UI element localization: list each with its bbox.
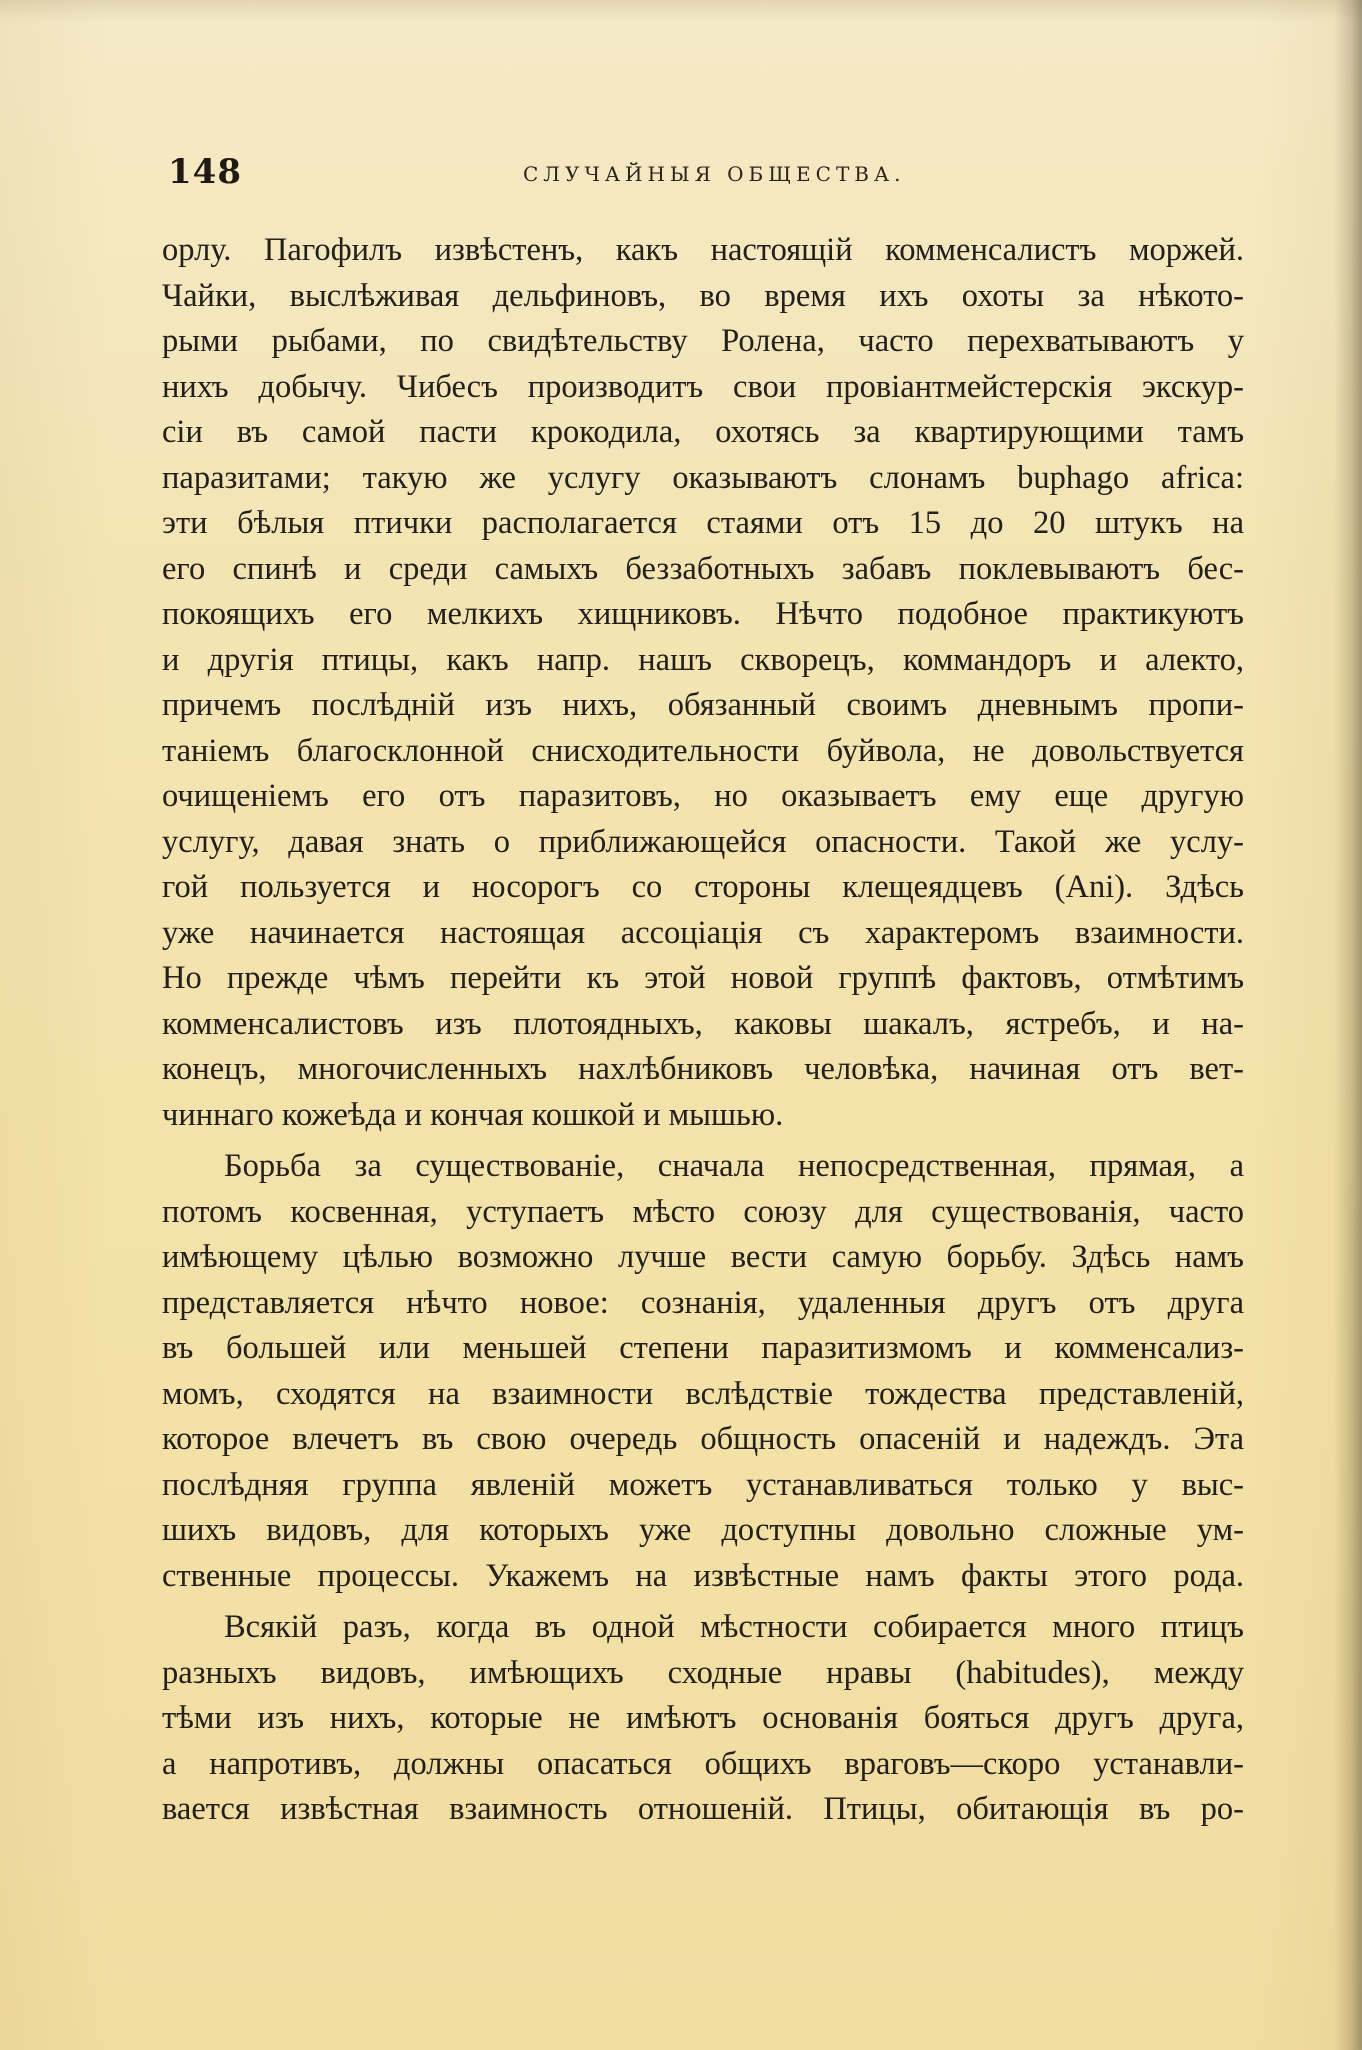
text-line: орлу. Пагофилъ извѣстенъ, какъ настоящій комменсалистъ моржей. bbox=[162, 232, 1244, 268]
text-line: вается извѣстная взаимность отношеній. Птицы, обитающія въ ро- bbox=[162, 1791, 1244, 1827]
text-line: его спинѣ и среди самыхъ беззаботныхъ забавъ поклевываютъ бес- bbox=[162, 550, 1244, 587]
text-line: шихъ видовъ, для которыхъ уже доступны довольно сложные ум- bbox=[162, 1512, 1244, 1548]
text-line: въ большей или меньшей степени паразитизмомъ и комменсализ- bbox=[162, 1330, 1244, 1366]
text-line: Чайки, выслѣживая дельфиновъ, во время ихъ охоты за нѣкото- bbox=[162, 277, 1244, 314]
text-line: послѣдняя группа явленій можетъ устанавливаться только у выс- bbox=[162, 1466, 1244, 1503]
text-line: имѣющему цѣлью возможно лучше вести самую борьбу. Здѣсь намъ bbox=[162, 1239, 1244, 1275]
text-line: Борьба за существованіе, сначала непосредственная, прямая, а bbox=[224, 1148, 1244, 1184]
text-line: представляется нѣчто новое: сознанія, удаленныя другъ отъ друга bbox=[162, 1284, 1244, 1321]
text-line: разныхъ видовъ, имѣющихъ сходные нравы (habitudes), между bbox=[162, 1654, 1244, 1691]
text-line: которое влечетъ въ свою очередь общность опасеній и надеждъ. Эта bbox=[162, 1421, 1244, 1457]
text-line: рыми рыбами, по свидѣтельству Ролена, часто перехватываютъ у bbox=[162, 323, 1244, 359]
text-line: таніемъ благосклонной снисходительности буйвола, не довольствуется bbox=[162, 732, 1244, 769]
text-line: Всякій разъ, когда въ одной мѣстности собирается много птицъ bbox=[224, 1609, 1244, 1645]
text-line: очищеніемъ его отъ паразитовъ, но оказываетъ ему еще другую bbox=[162, 778, 1244, 814]
text-line: гой пользуется и носорогъ со стороны клещеядцевъ (Ani). Здѣсь bbox=[162, 869, 1244, 905]
paragraph bbox=[162, 228, 1244, 1138]
text-line: паразитами; такую же услугу оказываютъ слонамъ buphago africa: bbox=[162, 459, 1244, 496]
page-header bbox=[168, 152, 1238, 198]
running-title: СЛУЧАЙНЫЯ ОБЩЕСТВА. bbox=[523, 162, 906, 186]
text-line: сіи въ самой пасти крокодила, охотясь за квартирующими тамъ bbox=[162, 414, 1244, 450]
text-line: нихъ добычу. Чибесъ производитъ свои провіантмейстерскія экскур- bbox=[162, 368, 1244, 405]
text-line: эти бѣлыя птички располагается стаями отъ 15 до 20 штукъ на bbox=[162, 505, 1244, 541]
text-line: а напротивъ, должны опасаться общихъ враговъ—скоро устанавли- bbox=[162, 1745, 1244, 1782]
text-line: момъ, сходятся на взаимности вслѣдствіе тождества представленій, bbox=[162, 1375, 1244, 1412]
text-line: Но прежде чѣмъ перейти къ этой новой группѣ фактовъ, отмѣтимъ bbox=[162, 960, 1244, 996]
body-text bbox=[162, 228, 1244, 1833]
text-line: тѣми изъ нихъ, которые не имѣютъ основанія бояться другъ друга, bbox=[162, 1700, 1244, 1736]
text-line: уже начинается настоящая ассоціація съ характеромъ взаимности. bbox=[162, 914, 1244, 951]
paragraph bbox=[162, 1144, 1244, 1599]
text-line: причемъ послѣдній изъ нихъ, обязанный своимъ дневнымъ пропи- bbox=[162, 687, 1244, 723]
text-line: комменсалистовъ изъ плотоядныхъ, каковы шакалъ, ястребъ, и на- bbox=[162, 1005, 1244, 1042]
text-line: покоящихъ его мелкихъ хищниковъ. Нѣчто подобное практикуютъ bbox=[162, 596, 1244, 632]
text-line: и другія птицы, какъ напр. нашъ скворецъ, коммандоръ и алекто, bbox=[162, 641, 1244, 678]
text-line: услугу, давая знать о приближающейся опасности. Такой же услу- bbox=[162, 823, 1244, 860]
text-line: конецъ, многочисленныхъ нахлѣбниковъ человѣка, начиная отъ вет- bbox=[162, 1051, 1244, 1087]
paragraph bbox=[162, 1605, 1244, 1833]
text-line: ственные процессы. Укажемъ на извѣстные намъ факты этого рода. bbox=[162, 1557, 1244, 1594]
page-number: 148 bbox=[168, 152, 242, 192]
page-top-shadow bbox=[0, 0, 1362, 22]
text-line: чиннаго кожеѣда и кончая кошкой и мышью. bbox=[162, 1096, 784, 1133]
page-right-edge-shadow bbox=[1334, 0, 1362, 2050]
text-line: потомъ косвенная, уступаетъ мѣсто союзу для существованія, часто bbox=[162, 1193, 1244, 1230]
